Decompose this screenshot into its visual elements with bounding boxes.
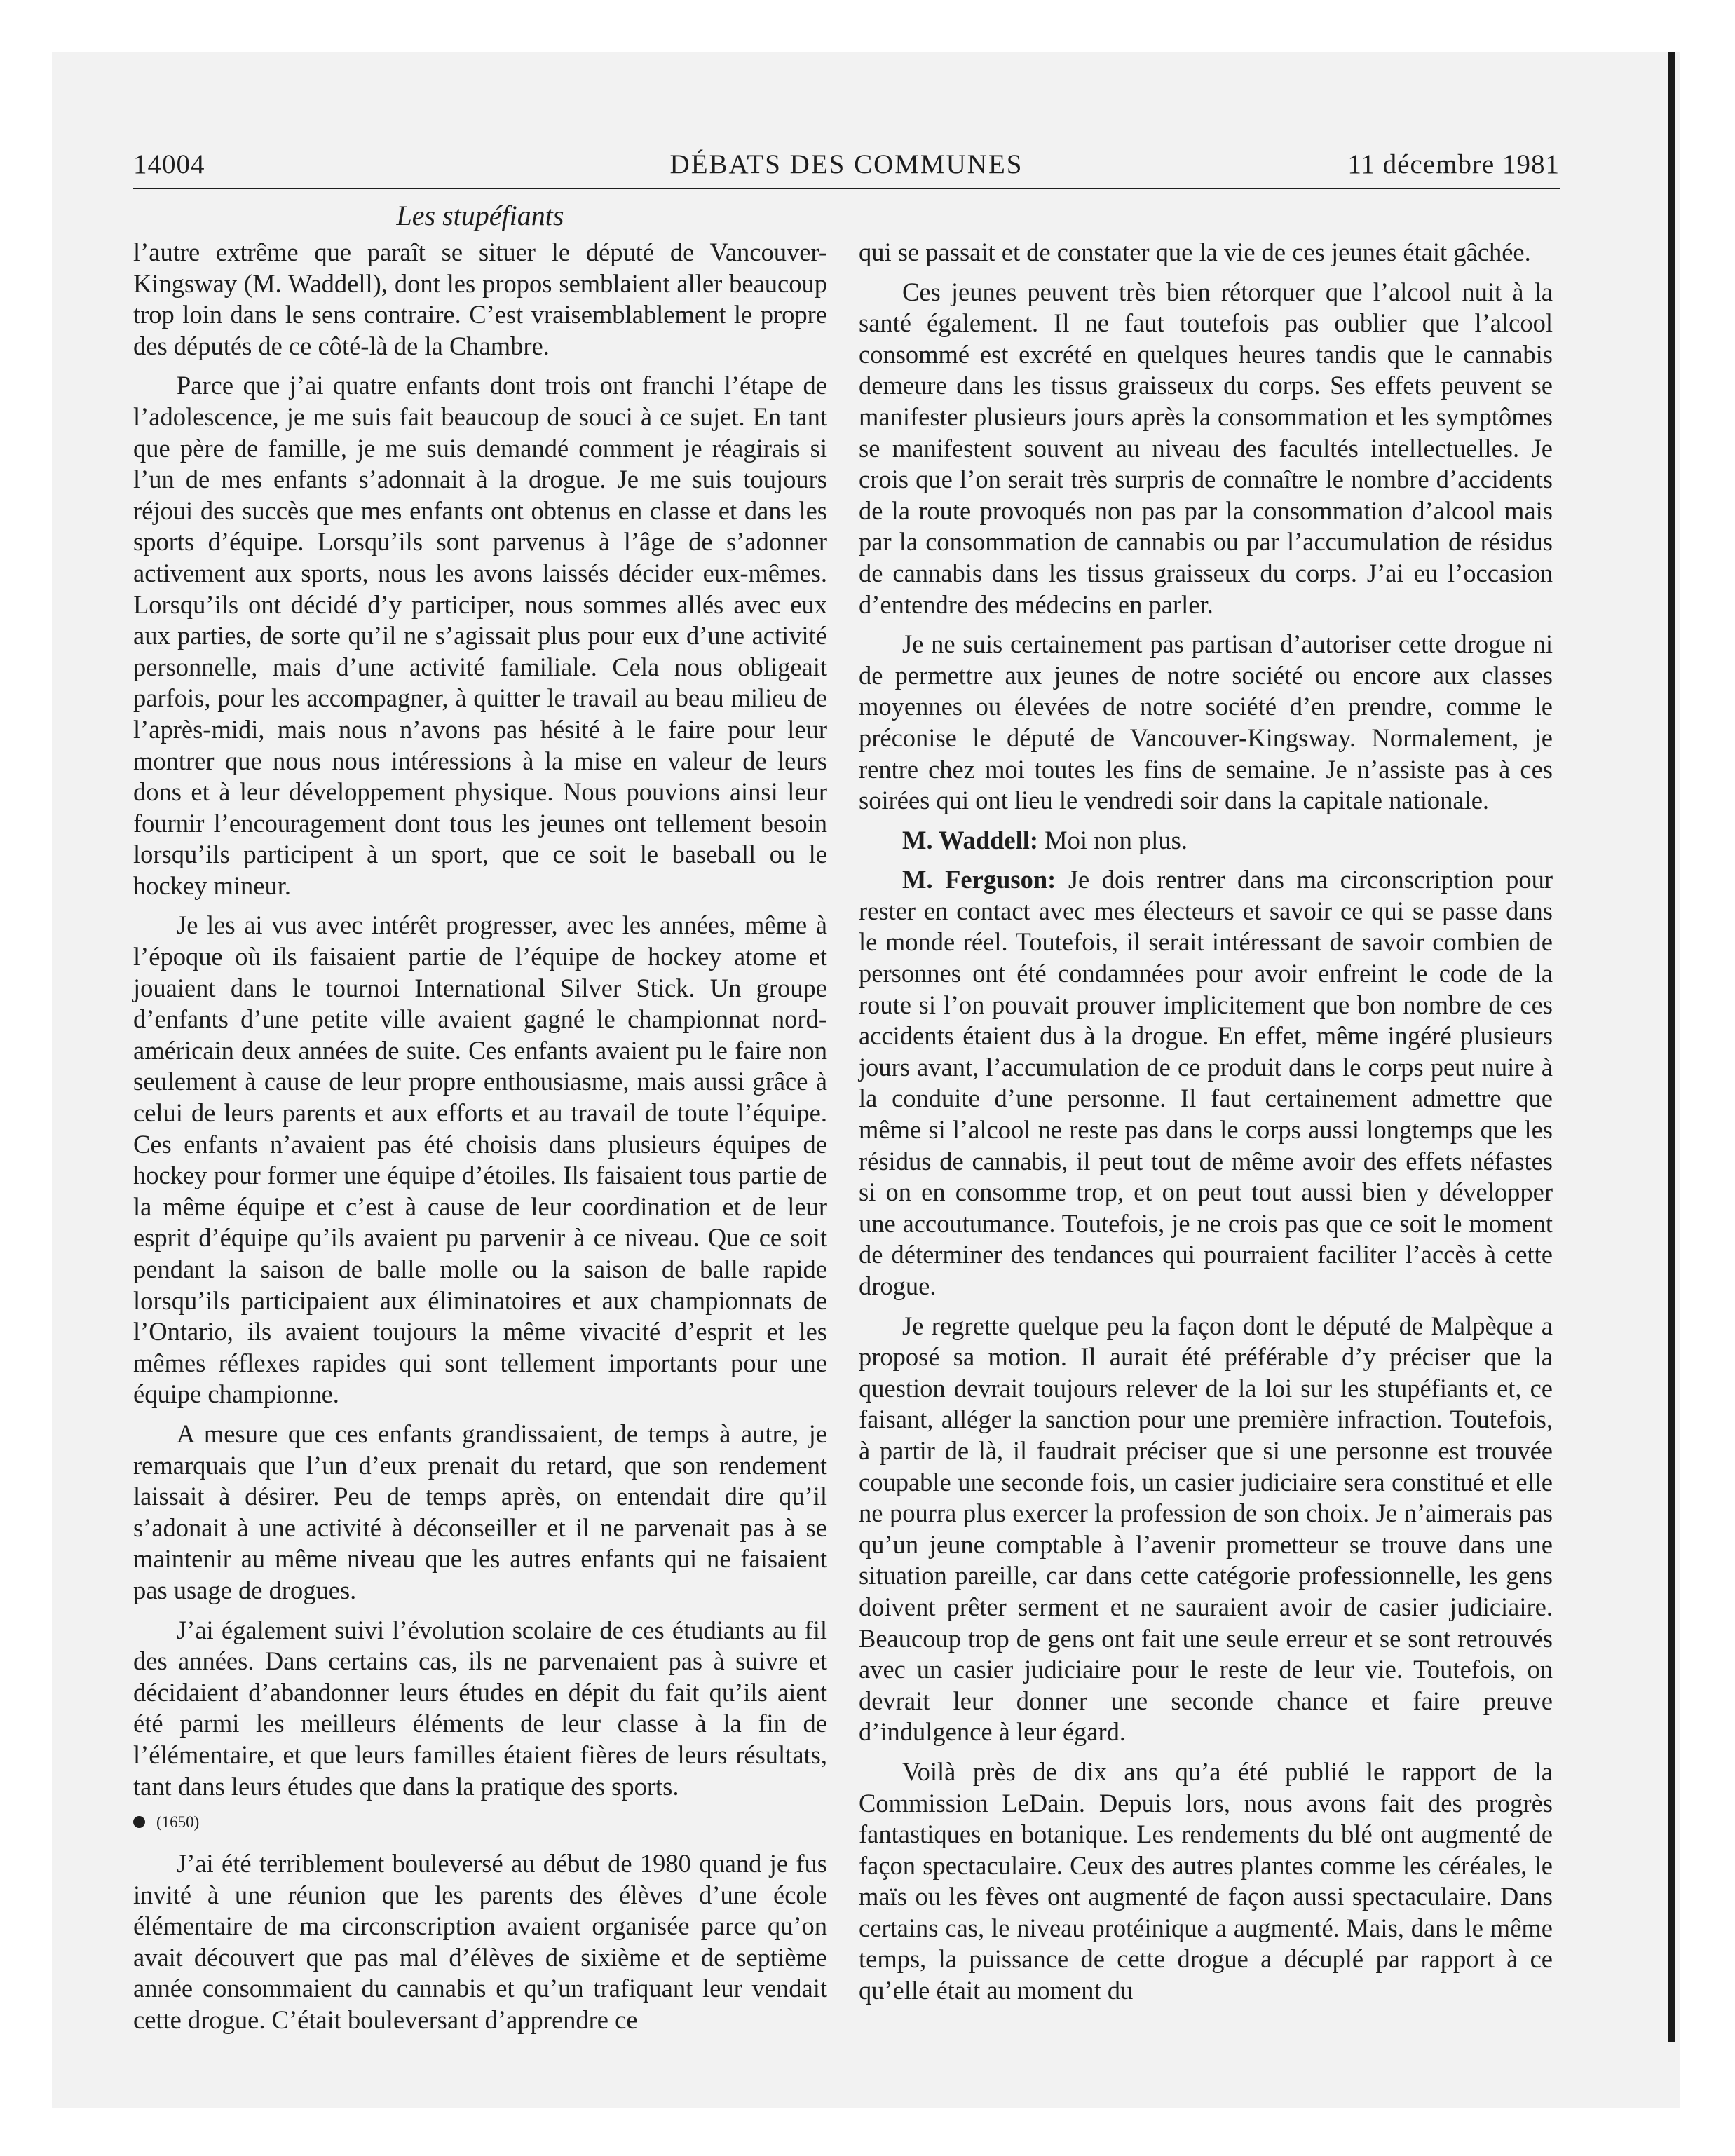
paragraph: J’ai également suivi l’évolution scolaire de ces étudiants au fil des années. Dans certains cas, ils ne parvenaient pas à suivre et décidaient d’abandonner leurs études en dépit du fait qu’ils aient été parmi les meilleurs éléments de leur classe à la fin de l’élémentaire, et que leurs familles étaient fières de leurs résultats, tant dans leurs études que dans la pratique des sports. xyxy=(133,1615,827,1801)
paragraph: qui se passait et de constater que la vie de ces jeunes était gâchée. xyxy=(859,238,1531,266)
speech-waddell xyxy=(859,825,1553,857)
paragraph: l’autre extrême que paraît se situer le député de Vancouver-Kingsway (M. Waddell), dont les propos semblaient aller beaucoup trop loin dans le sens contraire. C’est vraisemblablement le propre des députés de ce côté-là de la Chambre. xyxy=(133,238,827,360)
speaker-name: M. Waddell: xyxy=(902,825,1039,854)
publication-title: DÉBATS DES COMMUNES xyxy=(669,149,1023,179)
page-number: 14004 xyxy=(133,149,205,179)
page-edge-rule xyxy=(1668,52,1675,2042)
time-marker-text: (1650) xyxy=(156,1813,200,1831)
bullet-icon xyxy=(133,1816,145,1828)
speech-text: Moi non plus. xyxy=(1038,825,1188,854)
paragraph: Voilà près de dix ans qu’a été publié le rapport de la Commission LeDain. Depuis lors, nous avons fait des progrès fantastiques en botanique. Les rendements du blé ont augmenté de façon spectaculaire. Ceux des autres plantes comme les céréales, le maïs ou les fèves ont augmenté de façon aussi spectaculaire. Dans certains cas, le niveau protéinique a augmenté. Mais, dans le même temps, la puissance de cette drogue a décuplé par rapport à ce qu’elle était au moment du xyxy=(859,1756,1553,2005)
paragraph: J’ai été terriblement bouleversé au début de 1980 quand je fus invité à une réunion que les parents des élèves d’une école élémentaire de ma circonscription avaient organisée parce qu’on avait découvert que pas mal d’élèves de sixième et de septième année consommaient du cannabis et qu’un trafiquant leur vendait cette drogue. C’était bouleversant d’apprendre ce xyxy=(133,1849,827,2035)
speech-text: Je dois rentrer dans ma circonscription pour rester en contact avec mes électeurs et savoir ce qui se passe dans le monde réel. Toutefois, il serait intéressant de savoir combien de personnes ont été condamnées pour avoir enfreint le code de la route si l’on pouvait prouver implicitement que bon nombre de ces accidents étaient dus à la drogue. En effet, même ingéré plusieurs jours avant, l’accumulation de ce produit dans le corps peut nuire à la conduite d’une personne. Il faut certainement admettre que même si l’alcool ne reste pas dans le corps aussi longtemps que les résidus de cannabis, il peut tout de même avoir des effets néfastes si on en consomme trop, et on peut tout aussi bien y développer une accoutumance. Toutefois, je ne crois pas que ce soit le moment de déterminer des tendances qui pourraient faciliter l’accès à cette drogue. xyxy=(859,865,1553,1300)
paragraph: Je regrette quelque peu la façon dont le député de Malpèque a proposé sa motion. Il aurait été préférable d’y préciser que la question devrait toujours relever de la loi sur les stupéfiants et, ce faisant, alléger la sanction pour une première infraction. Toutefois, à partir de là, il faudrait préciser que si une personne est trouvée coupable une seconde fois, un casier judiciaire sera constitué et elle ne pourra plus exercer la profession de son choix. Je n’aimerais pas qu’un jeune comptable à l’avenir prometteur se trouve dans une situation pareille, car dans cette catégorie professionnelle, les gens doivent prêter serment et ne sauraient avoir de casier judiciaire. Beaucoup trop de gens ont fait une seule erreur et se sont retrouvés avec un casier judiciaire pour le reste de leur vie. Toutefois, on devrait leur donner une seconde chance et faire preuve d’indulgence à leur égard. xyxy=(859,1311,1553,1747)
speech-ferguson xyxy=(859,864,1553,1302)
paragraph: Ces jeunes peuvent très bien rétorquer que l’alcool nuit à la santé également. Il ne faut toutefois pas oublier que l’alcool consommé est excrété en quelques heures tandis que le cannabis demeure dans les tissus graisseux du corps. Ses effets peuvent se manifester plusieurs jours après la consommation et les symptômes se manifestent souvent au niveau des facultés intellectuelles. Je crois que l’on serait très surpris de connaître le nombre d’accidents de la route provoqués non pas par la consommation d’alcool mais par la consommation de cannabis ou par l’accumulation de résidus de cannabis dans les tissus graisseux du corps. J’ai eu l’occasion d’entendre des médecins en parler. xyxy=(859,277,1553,619)
left-column xyxy=(133,237,827,2045)
header-date: 11 décembre 1981 xyxy=(1347,149,1560,179)
paragraph: Parce que j’ai quatre enfants dont trois ont franchi l’étape de l’adolescence, je me suis fait beaucoup de souci à ce sujet. En tant que père de famille, je me suis demandé comment je réagirais si l’un de mes enfants s’adonnait à la drogue. Je me suis toujours réjoui des succès que mes enfants ont obtenus en classe et dans les sports d’équipe. Lorsqu’ils sont parvenus à l’âge de s’adonner activement aux sports, nous les avons laissés décider eux-mêmes. Lorsqu’ils ont décidé d’y participer, nous sommes allés avec eux aux parties, de sorte qu’il ne s’agissait plus pour eux d’une activité personnelle, mais d’une activité familiale. Cela nous obligeait parfois, pour les accompagner, à quitter le travail au beau milieu de l’après-midi, mais nous n’avons pas hésité à le faire pour leur montrer que nous nous intéressions à la mise en valeur de leurs dons et à leur développement physique. Nous pouvions ainsi leur fournir l’encouragement dont tous les jeunes ont tellement besoin lorsqu’ils participent à un sport, que ce soit le baseball ou le hockey mineur. xyxy=(133,371,827,900)
running-title: Les stupéfiants xyxy=(396,200,564,231)
right-column xyxy=(859,237,1553,2015)
paragraph: Je ne suis certainement pas partisan d’autoriser cette drogue ni de permettre aux jeunes de notre société ou encore aux classes moyennes ou élevées de notre société d’en prendre, comme le préconise le député de Vancouver-Kingsway. Normalement, je rentre chez moi toutes les fins de semaine. Je n’assiste pas à ces soirées qui ont lieu le vendredi soir dans la capitale nationale. xyxy=(859,629,1553,815)
page-header xyxy=(133,149,1560,189)
paragraph: Je les ai vus avec intérêt progresser, avec les années, même à l’époque où ils faisaient partie de l’équipe de hockey atome et jouaient dans le tournoi International Silver Stick. Un groupe d’enfants d’une petite ville avaient gagné le championnat nord-américain deux années de suite. Ces enfants avaient pu le faire non seulement à cause de leur propre enthousiasme, mais aussi grâce à celui de leurs parents et aux efforts et au travail de toute l’équipe. Ces enfants n’avaient pas été choisis dans plusieurs équipes de hockey pour former une équipe d’étoiles. Ils faisaient tous partie de la même équipe et c’est à cause de leur coordination et de leur esprit d’équipe qu’ils avaient pu parvenir à ce niveau. Que ce soit pendant la saison de balle molle ou la saison de balle rapide lorsqu’ils participaient aux éliminatoires et aux championnats de l’Ontario, ils avaient toujours la même vivacité d’esprit et les mêmes réflexes rapides qui sont tellement importants pour une équipe championne. xyxy=(133,910,827,1409)
speaker-name: M. Ferguson: xyxy=(902,865,1056,894)
time-marker xyxy=(133,1812,827,1833)
paragraph: A mesure que ces enfants grandissaient, de temps à autre, je remarquais que l’un d’eux prenait du retard, que son rendement laissait à désirer. Peu de temps après, on entendait dire qu’il s’adonait à une activité à déconseiller et il ne parvenait pas à se maintenir au même niveau que les autres enfants qui ne faisaient pas usage de drogues. xyxy=(133,1419,827,1604)
